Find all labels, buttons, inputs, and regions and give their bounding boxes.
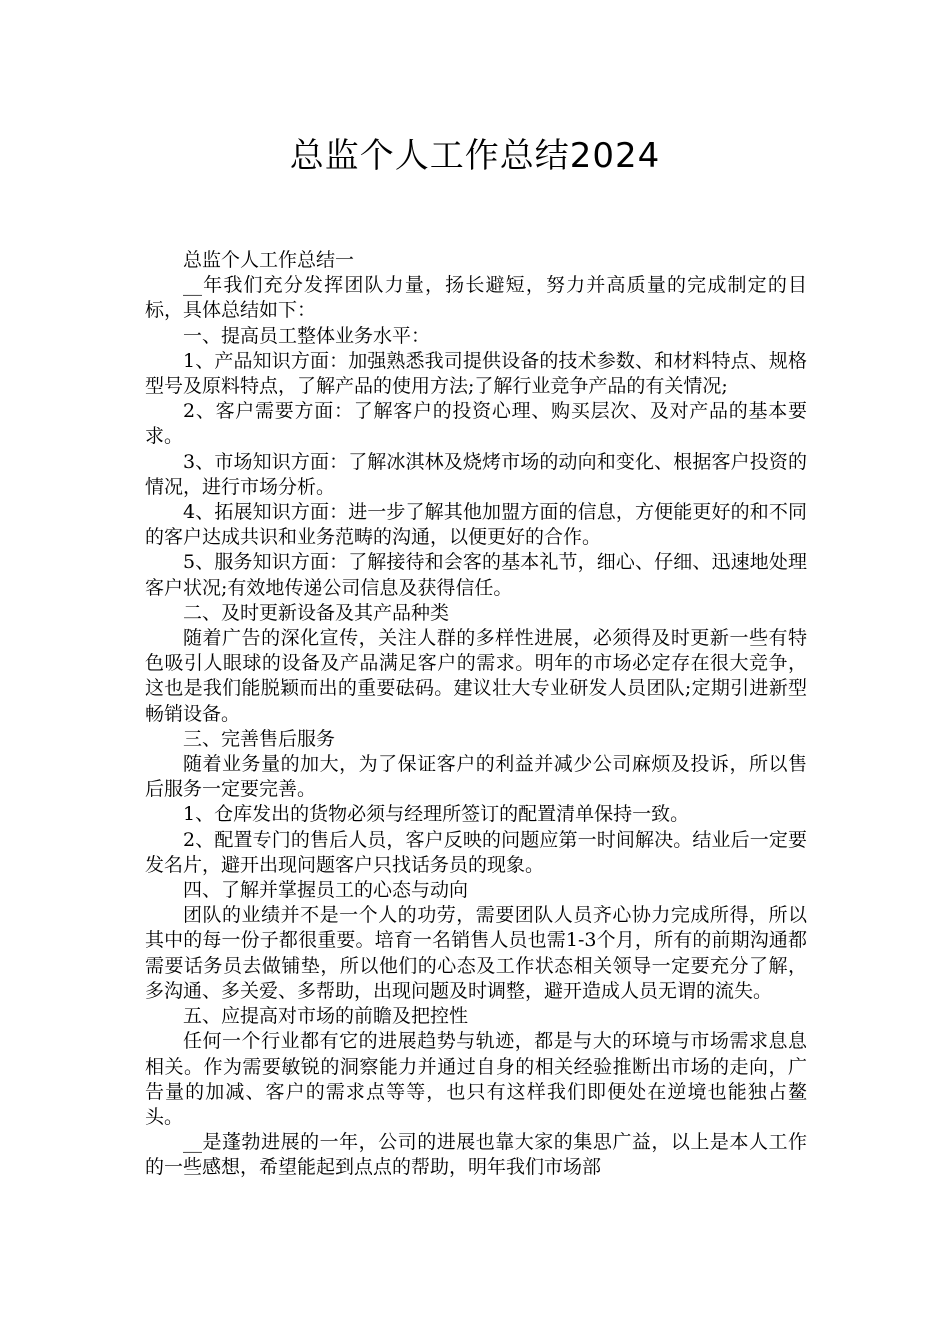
paragraph: 随着业务量的加大，为了保证客户的利益并减少公司麻烦及投诉，所以售后服务一定要完善。 bbox=[145, 753, 807, 801]
paragraph: 团队的业绩并不是一个人的功劳，需要团队人员齐心协力完成所得，所以其中的每一份子都很重要。培育一名销售人员也需1-3个月，所有的前期沟通都需要话务员去做铺垫，所以他们的心态及工作状态相关领导一定要充分了解，多沟通、多关爱、多帮助，出现问题及时调整，避开造成人员无谓的流失。 bbox=[145, 904, 807, 1002]
section-heading: 总监个人工作总结一 bbox=[183, 249, 355, 271]
list-item: 2、配置专门的售后人员，客户反映的问题应第一时间解决。结业后一定要发名片，避开出现问题客户只找话务员的现象。 bbox=[145, 828, 807, 876]
list-item: 2、客户需要方面：了解客户的投资心理、购买层次、及对产品的基本要求。 bbox=[145, 400, 807, 448]
section-heading: 五、应提高对市场的前瞻及把控性 bbox=[183, 1005, 469, 1028]
paragraph: 任何一个行业都有它的进展趋势与轨迹，都是与大的环境与市场需求息息相关。作为需要敏锐的洞察能力并通过自身的相关经验推断出市场的走向，广告量的加减、客户的需求点等等，也只有这样我们即便处在逆境也能独占鳌头。 bbox=[145, 1030, 807, 1128]
paragraph: __是蓬勃进展的一年，公司的进展也靠大家的集思广益，以上是本人工作的一些感想，希望能起到点点的帮助，明年我们市场部 bbox=[145, 1131, 807, 1179]
document-body bbox=[145, 248, 807, 1181]
document-title: 总监个人工作总结2024 bbox=[289, 136, 661, 176]
section-heading: 三、完善售后服务 bbox=[183, 727, 336, 750]
list-item: 1、产品知识方面：加强熟悉我司提供设备的技术参数、和材料特点、规格型号及原料特点，了解产品的使用方法;了解行业竞争产品的有关情况; bbox=[145, 349, 807, 398]
paragraph: 随着广告的深化宣传，关注人群的多样性进展，必须得及时更新一些有特色吸引人眼球的设备及产品满足客户的需求。明年的市场必定存在很大竞争，这也是我们能脱颖而出的重要砝码。建议壮大专业研发人员团队;定期引进新型畅销设备。 bbox=[145, 627, 807, 725]
list-item: 5、服务知识方面：了解接待和会客的基本礼节，细心、仔细、迅速地处理客户状况;有效地传递公司信息及获得信任。 bbox=[145, 551, 807, 599]
list-item: 1、仓库发出的货物必须与经理所签订的配置清单保持一致。 bbox=[183, 803, 690, 826]
paragraph: __年我们充分发挥团队力量，扬长避短，努力并高质量的完成制定的目标，具体总结如下： bbox=[145, 274, 807, 322]
section-heading: 二、及时更新设备及其产品种类 bbox=[183, 601, 450, 624]
list-item: 3、市场知识方面：了解冰淇林及烧烤市场的动向和变化、根据客户投资的情况，进行市场分析。 bbox=[145, 450, 807, 498]
list-item: 4、拓展知识方面：进一步了解其他加盟方面的信息，方便能更好的和不同的客户达成共识和业务范畴的沟通，以便更好的合作。 bbox=[145, 501, 807, 549]
section-heading: 四、了解并掌握员工的心态与动向 bbox=[183, 879, 469, 902]
section-heading: 一、提高员工整体业务水平： bbox=[183, 324, 431, 347]
